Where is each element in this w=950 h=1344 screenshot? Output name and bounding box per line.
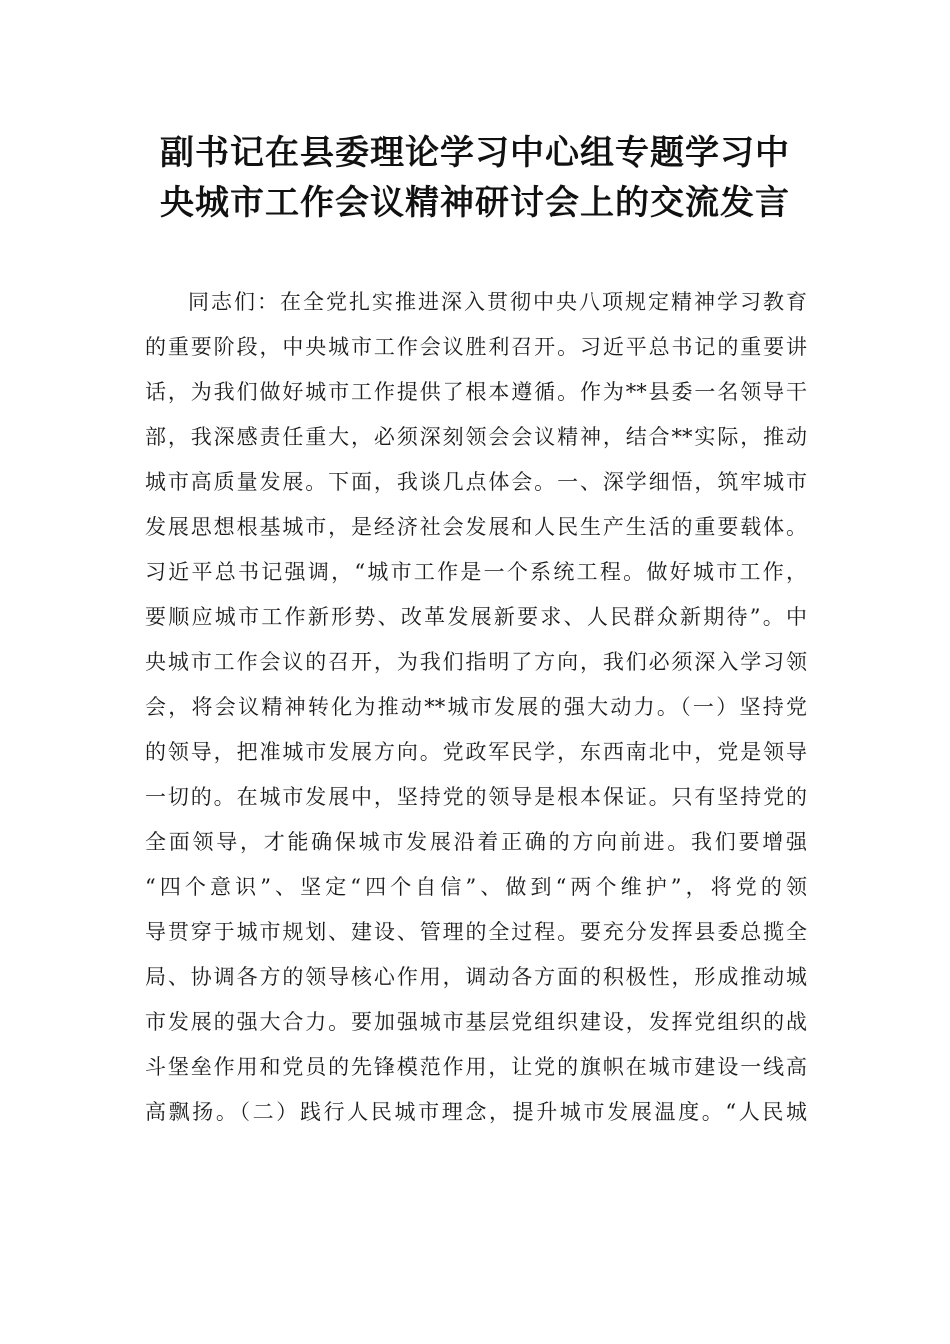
body-line: 央城市工作会议的召开，为我们指明了方向，我们必须深入学习领: [145, 650, 807, 674]
body-line: 的领导，把准城市发展方向。党政军民学，东西南北中，党是领导: [145, 740, 807, 764]
body-line: 斗堡垒作用和党员的先锋模范作用，让党的旗帜在城市建设一线高: [145, 1055, 807, 1079]
body-line: 部，我深感责任重大，必须深刻领会会议精神，结合**实际，推动: [145, 425, 807, 449]
body-line: 的重要阶段，中央城市工作会议胜利召开。习近平总书记的重要讲: [145, 335, 807, 359]
body-line: 话，为我们做好城市工作提供了根本遵循。作为**县委一名领导干: [145, 380, 807, 404]
document-title: [140, 128, 810, 228]
body-line: 发展思想根基城市，是经济社会发展和人民生产生活的重要载体。: [145, 515, 807, 539]
body-line: 一切的。在城市发展中，坚持党的领导是根本保证。只有坚持党的: [145, 785, 807, 809]
title-line-2: 央城市工作会议精神研讨会上的交流发言: [160, 183, 790, 223]
body-line: 全面领导，才能确保城市发展沿着正确的方向前进。我们要增强: [145, 830, 807, 854]
body-line: 会，将会议精神转化为推动**城市发展的强大动力。（一）坚持党: [145, 695, 807, 719]
body-line: 高飘扬。（二）践行人民城市理念，提升城市发展温度。“人民城: [145, 1100, 807, 1124]
title-line-1: 副书记在县委理论学习中心组专题学习中: [160, 133, 790, 173]
body-line: 局、协调各方的领导核心作用，调动各方面的积极性，形成推动城: [145, 965, 807, 989]
body-line: 同志们：在全党扎实推进深入贯彻中央八项规定精神学习教育: [188, 290, 807, 314]
body-line: 要顺应城市工作新形势、改革发展新要求、人民群众新期待”。中: [145, 605, 807, 629]
body-line: 城市高质量发展。下面，我谈几点体会。一、深学细悟，筑牢城市: [145, 470, 807, 494]
body-line: “四个意识”、坚定“四个自信”、做到“两个维护”，将党的领: [145, 875, 807, 899]
body-line: 市发展的强大合力。要加强城市基层党组织建设，发挥党组织的战: [145, 1010, 807, 1034]
document-body: [145, 280, 807, 1135]
body-line: 导贯穿于城市规划、建设、管理的全过程。要充分发挥县委总揽全: [145, 920, 807, 944]
body-line: 习近平总书记强调，“城市工作是一个系统工程。做好城市工作，: [145, 560, 807, 584]
